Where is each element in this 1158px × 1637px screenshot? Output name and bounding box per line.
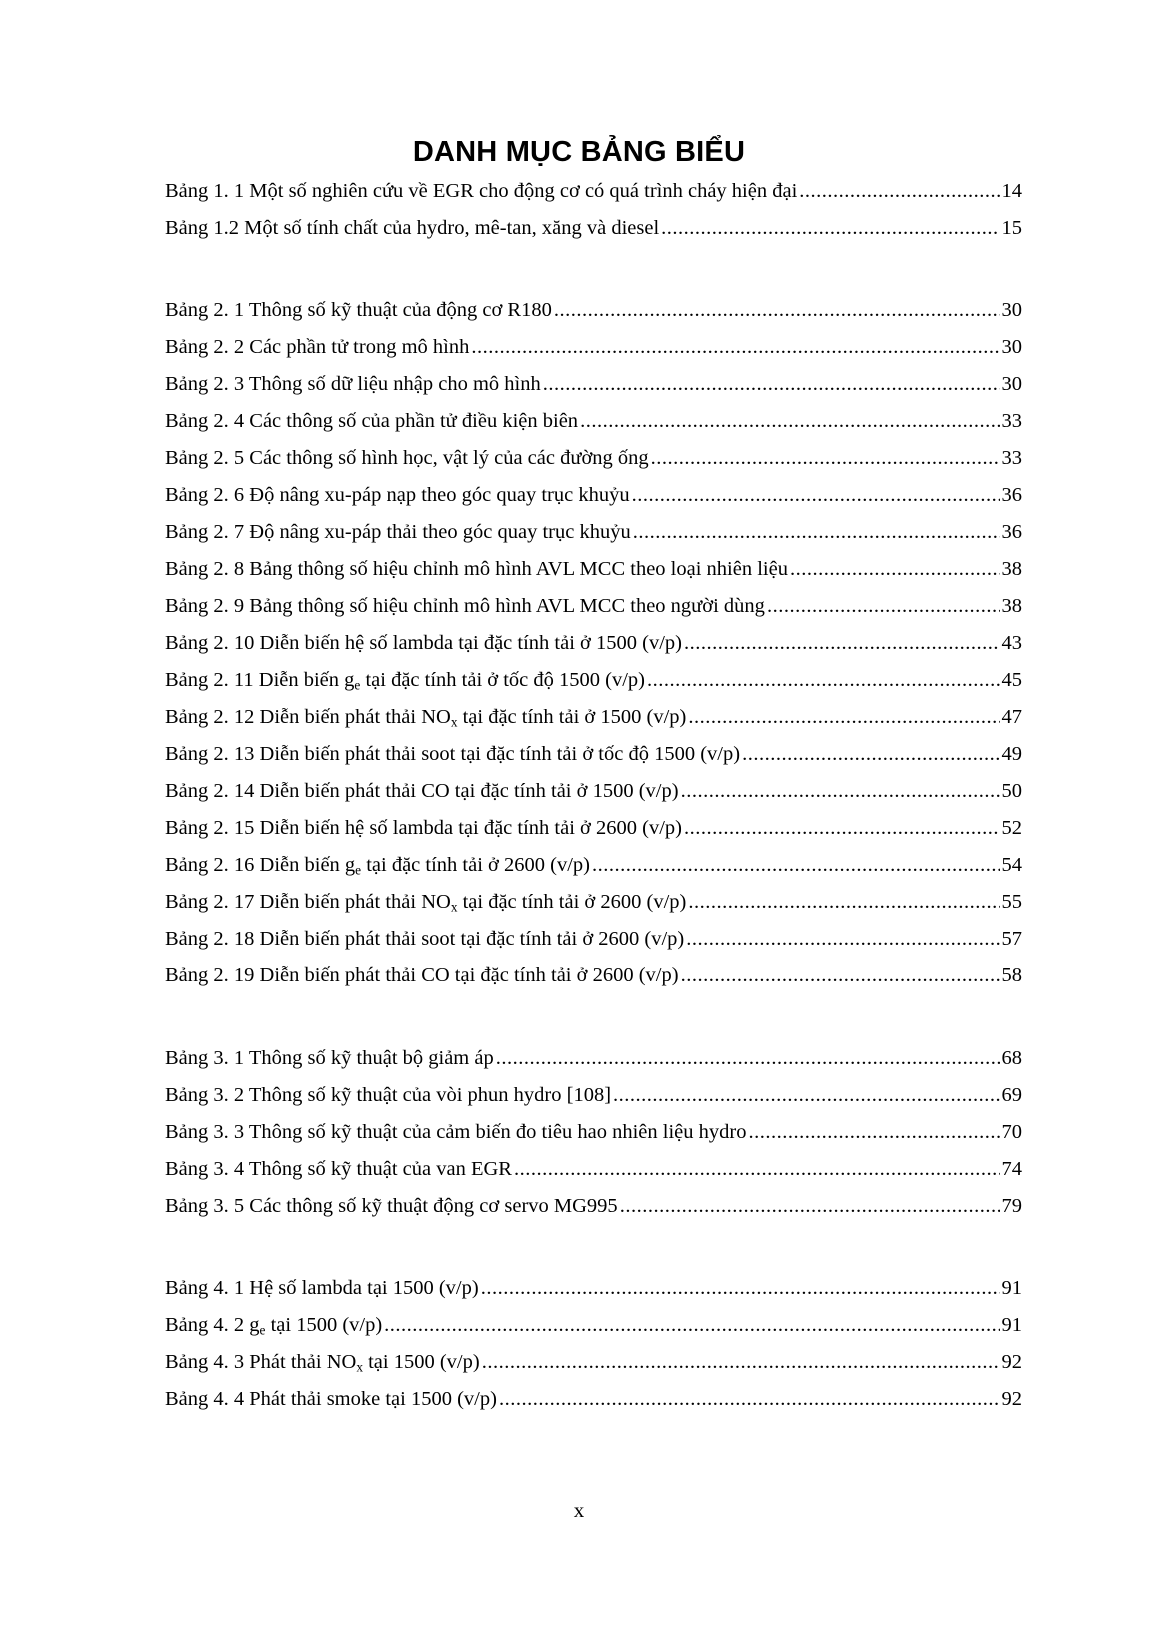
entry-label-subscript: e (355, 862, 362, 878)
dot-leader (554, 295, 1000, 325)
dot-leader (613, 1080, 999, 1110)
entry-page-number: 70 (1001, 1121, 1022, 1143)
entry-label: Bảng 3. 5 Các thông số kỹ thuật động cơ servo MG995 (165, 1195, 618, 1217)
entry-label-text: tại 1500 (v/p) (265, 1314, 383, 1336)
dot-leader (688, 887, 999, 917)
entry-label: Bảng 2. 1 Thông số kỹ thuật của động cơ R180 (165, 299, 552, 321)
entry-page-number: 49 (1001, 743, 1022, 765)
entry-label: Bảng 3. 2 Thông số kỹ thuật của vòi phun hydro [108] (165, 1084, 612, 1106)
list-item[interactable] (165, 1043, 1022, 1073)
entry-page-number: 30 (1001, 336, 1022, 358)
list-item[interactable] (165, 480, 1022, 510)
entry-label: Bảng 4. 4 Phát thải smoke tại 1500 (v/p) (165, 1388, 497, 1410)
entry-page-number: 91 (1001, 1314, 1022, 1336)
entry-label: Bảng 2. 8 Bảng thông số hiệu chỉnh mô hình AVL MCC theo loại nhiên liệu (165, 558, 788, 580)
list-item[interactable] (165, 960, 1022, 990)
list-item[interactable] (165, 1080, 1022, 1110)
entry-label: Bảng 2. 14 Diễn biến phát thải CO tại đặc tính tải ở 1500 (v/p) (165, 780, 679, 802)
entry-label (165, 887, 686, 917)
dot-leader (684, 813, 1000, 843)
entry-label: Bảng 2. 3 Thông số dữ liệu nhập cho mô hình (165, 373, 541, 395)
dot-leader (686, 924, 999, 954)
entry-page-number: 57 (1001, 928, 1022, 950)
entry-label: Bảng 2. 15 Diễn biến hệ số lambda tại đặc tính tải ở 2600 (v/p) (165, 817, 682, 839)
entry-label: Bảng 2. 5 Các thông số hình học, vật lý của các đường ống (165, 447, 649, 469)
entry-page-number: 14 (1001, 180, 1022, 202)
dot-leader (748, 1117, 999, 1147)
entry-label-text: tại đặc tính tải ở tốc độ 1500 (v/p) (360, 669, 646, 691)
entry-page-number: 54 (1001, 854, 1022, 876)
entry-page-number: 45 (1001, 669, 1022, 691)
entry-label: Bảng 2. 13 Diễn biến phát thải soot tại đặc tính tải ở tốc độ 1500 (v/p) (165, 743, 741, 765)
entry-page-number: 30 (1001, 299, 1022, 321)
entry-page-number: 55 (1001, 891, 1022, 913)
entry-page-number: 68 (1001, 1047, 1022, 1069)
entry-label-subscript: x (450, 714, 458, 730)
dot-leader (482, 1347, 1000, 1377)
dot-leader (514, 1154, 1000, 1184)
dot-leader (651, 443, 1000, 473)
dot-leader (499, 1384, 1000, 1414)
dot-leader (799, 176, 999, 206)
entry-label: Bảng 2. 7 Độ nâng xu-páp thải theo góc quay trục khuỷu (165, 521, 631, 543)
list-item[interactable] (165, 1273, 1022, 1303)
list-item[interactable] (165, 213, 1022, 243)
entry-label-subscript: e (354, 677, 361, 693)
list-item[interactable] (165, 739, 1022, 769)
entry-page-number: 36 (1001, 521, 1022, 543)
dot-leader (592, 850, 1000, 880)
dot-leader (767, 591, 1000, 621)
entry-page-number: 38 (1001, 595, 1022, 617)
list-item[interactable] (165, 1310, 1022, 1340)
entry-page-number: 92 (1001, 1388, 1022, 1410)
entry-label: Bảng 2. 10 Diễn biến hệ số lambda tại đặc tính tải ở 1500 (v/p) (165, 632, 682, 654)
dot-leader (580, 406, 999, 436)
entry-page-number: 33 (1001, 447, 1022, 469)
entry-page-number: 38 (1001, 558, 1022, 580)
entry-page-number: 74 (1001, 1158, 1022, 1180)
entry-page-number: 79 (1001, 1195, 1022, 1217)
entry-label: Bảng 2. 6 Độ nâng xu-páp nạp theo góc quay trục khuỷu (165, 484, 630, 506)
list-item[interactable] (165, 776, 1022, 806)
entry-label: Bảng 2. 18 Diễn biến phát thải soot tại đặc tính tải ở 2600 (v/p) (165, 928, 685, 950)
dot-leader (661, 213, 999, 243)
list-item[interactable] (165, 1347, 1022, 1377)
entry-label-text: tại đặc tính tải ở 2600 (v/p) (361, 854, 590, 876)
list-item[interactable] (165, 1154, 1022, 1184)
dot-leader (496, 1043, 1000, 1073)
entry-label-subscript: x (356, 1359, 363, 1375)
list-item[interactable] (165, 813, 1022, 843)
entry-page-number: 47 (1001, 706, 1022, 728)
entry-label-text: Bảng 2. 11 Diễn biến g (165, 669, 355, 691)
entry-page-number: 92 (1001, 1351, 1022, 1373)
entry-label: Bảng 2. 9 Bảng thông số hiệu chỉnh mô hình AVL MCC theo người dùng (165, 595, 765, 617)
list-item[interactable] (165, 332, 1022, 362)
entry-label-text: tại đặc tính tải ở 1500 (v/p) (457, 706, 687, 728)
entry-page-number: 69 (1001, 1084, 1022, 1106)
entry-label: Bảng 2. 4 Các thông số của phần tử điều kiện biên (165, 410, 579, 432)
list-item[interactable] (165, 1191, 1022, 1221)
dot-leader (481, 1273, 1000, 1303)
page-title: DANH MỤC BẢNG BIỂU (412, 136, 746, 168)
entry-label (165, 702, 686, 732)
entry-label-text: Bảng 2. 17 Diễn biến phát thải NO (165, 891, 451, 913)
dot-leader (633, 517, 1000, 547)
list-item[interactable] (165, 887, 1022, 917)
list-item[interactable] (165, 628, 1022, 658)
entry-label (165, 665, 645, 695)
entry-label-text: tại 1500 (v/p) (362, 1351, 480, 1373)
dot-leader (632, 480, 1000, 510)
list-item[interactable] (165, 850, 1022, 880)
entry-label (165, 850, 590, 880)
entry-label-subscript: x (450, 899, 458, 915)
entry-page-number: 33 (1001, 410, 1022, 432)
page-number: x (573, 1498, 585, 1522)
list-item[interactable] (165, 1117, 1022, 1147)
entry-label: Bảng 3. 3 Thông số kỹ thuật của cảm biến đo tiêu hao nhiên liệu hydro (165, 1121, 747, 1143)
entry-page-number: 91 (1001, 1277, 1022, 1299)
dot-leader (684, 628, 1000, 658)
list-item[interactable] (165, 665, 1022, 695)
entry-label-text: Bảng 2. 12 Diễn biến phát thải NO (165, 706, 451, 728)
list-item[interactable] (165, 443, 1022, 473)
dot-leader (681, 776, 1000, 806)
entry-label-text: Bảng 2. 16 Diễn biến g (165, 854, 356, 876)
list-item[interactable] (165, 924, 1022, 954)
entry-page-number: 30 (1001, 373, 1022, 395)
entry-label: Bảng 2. 2 Các phần tử trong mô hình (165, 336, 470, 358)
entry-label: Bảng 3. 4 Thông số kỹ thuật của van EGR (165, 1158, 512, 1180)
entry-label: Bảng 4. 1 Hệ số lambda tại 1500 (v/p) (165, 1277, 479, 1299)
entry-label-subscript: e (259, 1322, 266, 1338)
entry-page-number: 36 (1001, 484, 1022, 506)
dot-leader (688, 702, 999, 732)
entry-page-number: 50 (1001, 780, 1022, 802)
entry-page-number: 43 (1001, 632, 1022, 654)
entry-label-text: Bảng 4. 3 Phát thải NO (165, 1351, 357, 1373)
entry-label-text: Bảng 4. 2 g (165, 1314, 260, 1336)
dot-leader (742, 739, 999, 769)
list-item[interactable] (165, 517, 1022, 547)
entry-page-number: 58 (1001, 964, 1022, 986)
entry-label (165, 1347, 480, 1377)
dot-leader (790, 554, 1000, 584)
list-item[interactable] (165, 406, 1022, 436)
list-item[interactable] (165, 591, 1022, 621)
entry-label (165, 1310, 382, 1340)
dot-leader (681, 960, 1000, 990)
list-item[interactable] (165, 702, 1022, 732)
list-item[interactable] (165, 1384, 1022, 1414)
entry-page-number: 52 (1001, 817, 1022, 839)
entry-page-number: 15 (1001, 217, 1022, 239)
entry-label: Bảng 1. 1 Một số nghiên cứu về EGR cho động cơ có quá trình cháy hiện đại (165, 180, 798, 202)
list-item[interactable] (165, 369, 1022, 399)
list-item[interactable] (165, 295, 1022, 325)
list-item[interactable] (165, 176, 1022, 206)
dot-leader (384, 1310, 999, 1340)
entry-label: Bảng 3. 1 Thông số kỹ thuật bộ giảm áp (165, 1047, 494, 1069)
dot-leader (471, 332, 999, 362)
entry-label-text: tại đặc tính tải ở 2600 (v/p) (457, 891, 687, 913)
list-item[interactable] (165, 554, 1022, 584)
entry-label: Bảng 2. 19 Diễn biến phát thải CO tại đặc tính tải ở 2600 (v/p) (165, 964, 679, 986)
dot-leader (620, 1191, 1000, 1221)
dot-leader (647, 665, 999, 695)
dot-leader (543, 369, 1000, 399)
entry-label: Bảng 1.2 Một số tính chất của hydro, mê-tan, xăng và diesel (165, 217, 660, 239)
